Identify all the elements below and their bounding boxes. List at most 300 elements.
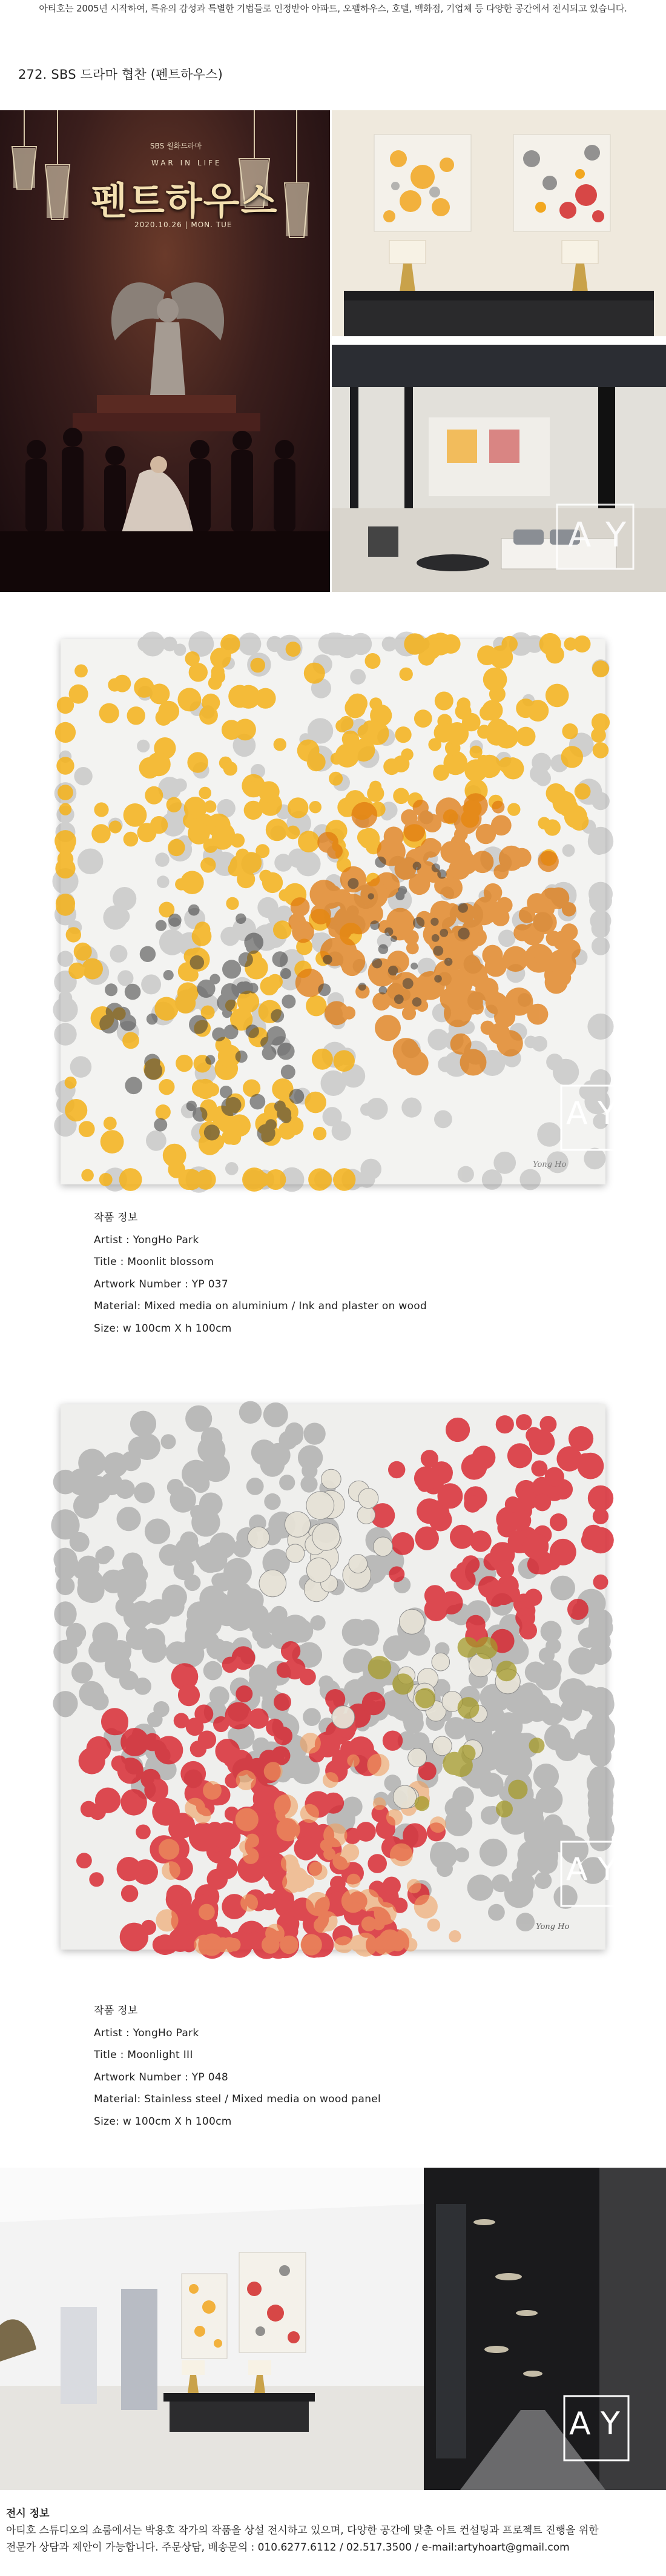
red-dot: [392, 1532, 415, 1555]
logo-letter-y: Y: [601, 2406, 620, 2442]
dark-dot: [323, 955, 332, 964]
orange-dot: [277, 1817, 300, 1841]
amber-dot: [122, 1032, 139, 1049]
grey-dot: [239, 632, 262, 656]
red-dot: [213, 1822, 240, 1850]
dark-dot: [220, 1086, 232, 1098]
dark-dot: [265, 1119, 277, 1130]
dark-dot: [120, 1015, 136, 1031]
dark-dot: [239, 952, 253, 967]
amber-dot: [145, 786, 163, 805]
grey-dot: [71, 1662, 93, 1683]
grey-dot: [346, 1069, 364, 1086]
red-dot: [461, 1454, 487, 1480]
grey-dot: [535, 771, 551, 786]
red-dot: [505, 1496, 521, 1512]
amber-dot: [59, 803, 71, 815]
amber-dot: [177, 688, 201, 711]
orange-dot: [318, 885, 343, 909]
steel-disc: [321, 1469, 341, 1489]
red-dot: [507, 1443, 532, 1468]
poster-title: 펜트하우스: [91, 179, 279, 223]
red-dot: [582, 1525, 605, 1547]
orange-dot: [367, 1754, 389, 1776]
steel-disc: [408, 1748, 427, 1767]
artwork-info: [94, 2000, 381, 2133]
red-dot: [533, 1494, 551, 1512]
red-dot: [190, 1741, 206, 1757]
red-dot: [323, 1793, 344, 1814]
amber-dot: [119, 1168, 142, 1191]
amber-dot: [180, 989, 196, 1004]
grey-dot: [360, 1103, 373, 1116]
grey-dot: [559, 1678, 588, 1707]
intro-text: 아티호는 2005년 시작하여, 특유의 감성과 특별한 기법들로 인정받아 아파트, 오펠하우스, 호텔, 백화점, 기업체 등 다양한 공간에서 전시되고 있습니다.: [39, 3, 627, 14]
grey-dot: [141, 974, 161, 994]
grey-dot: [500, 1745, 527, 1772]
artwork-moonlight-iii: [61, 1404, 617, 1950]
dark-dot: [246, 940, 260, 954]
grey-dot: [124, 1603, 150, 1630]
dark-dot: [440, 929, 448, 937]
amber-dot: [428, 738, 441, 751]
orange-dot: [351, 802, 377, 828]
amber-dot: [68, 963, 85, 979]
grey-dot: [541, 1621, 562, 1642]
dark-dot: [280, 1112, 291, 1123]
amber-dot: [457, 697, 471, 711]
orange-dot: [314, 1917, 329, 1933]
info-material: Material: Stainless steel / Mixed media on wood panel: [94, 2093, 381, 2105]
grey-dot: [53, 1470, 78, 1495]
grey-dot: [173, 1559, 194, 1581]
dark-dot: [434, 975, 442, 983]
grey-dot: [321, 1071, 346, 1096]
hero-images: [0, 110, 666, 592]
amber-dot: [393, 788, 409, 805]
info-size: Size: w 100cm X h 100cm: [94, 1322, 232, 1335]
dark-dot: [280, 968, 291, 979]
grey-dot: [74, 767, 92, 785]
orange-dot: [472, 851, 494, 873]
dark-dot: [106, 1003, 124, 1020]
grey-dot: [588, 1790, 613, 1816]
amber-dot: [156, 1104, 171, 1120]
amber-dot: [127, 706, 145, 725]
red-dot: [79, 1747, 105, 1774]
logo-letter-y: Y: [598, 1095, 617, 1132]
red-dot: [274, 1727, 292, 1745]
amber-dot: [306, 995, 326, 1016]
red-dot: [89, 1872, 104, 1887]
amber-dot: [483, 668, 507, 692]
watermark-logo: [560, 1084, 627, 1151]
orange-dot: [379, 1930, 401, 1952]
red-dot: [76, 1853, 92, 1868]
dark-dot: [236, 981, 248, 994]
red-dot: [496, 1415, 514, 1433]
orange-dot: [494, 1006, 515, 1027]
red-dot: [421, 1450, 438, 1467]
orange-dot: [309, 1862, 323, 1876]
dark-dot: [412, 997, 422, 1007]
orange-dot: [347, 1754, 360, 1767]
red-dot: [593, 1575, 608, 1590]
grey-dot: [239, 1401, 262, 1424]
grey-dot: [73, 1493, 99, 1519]
orange-dot: [375, 1015, 401, 1041]
grey-dot: [516, 1684, 544, 1711]
dark-dot: [348, 878, 358, 889]
grey-dot: [225, 1162, 239, 1175]
amber-dot: [58, 785, 73, 800]
amber-dot: [188, 822, 210, 845]
grey-dot: [534, 1664, 561, 1691]
olive-disc: [443, 1752, 466, 1775]
amber-dot: [501, 636, 518, 652]
olive-disc: [415, 1796, 430, 1811]
amber-dot: [575, 783, 591, 800]
orange-dot: [292, 921, 314, 943]
dark-dot: [318, 983, 331, 996]
poster-date: 2020.10.26 | MON. TUE: [134, 221, 232, 229]
amber-dot: [365, 653, 381, 669]
red-dot: [383, 1731, 403, 1751]
red-dot: [567, 1599, 589, 1620]
orange-dot: [562, 902, 576, 917]
red-dot: [414, 1466, 438, 1490]
grey-dot: [58, 951, 74, 967]
grey-dot: [203, 1632, 219, 1647]
red-dot: [154, 1934, 175, 1955]
amber-dot: [94, 802, 108, 817]
red-dot: [356, 1822, 376, 1842]
artist-signature: Yong Ho: [533, 1160, 567, 1169]
amber-dot: [288, 797, 308, 818]
exhibition-info-line-1: 아티호 스튜디오의 쇼룸에서는 박용호 작가의 작품을 상설 전시하고 있으며, 다양한 공간에 맞춘 아트 컨설팅과 프로젝트 진행을 위한: [6, 2525, 599, 2537]
dark-dot: [204, 1124, 220, 1140]
grey-dot: [544, 1724, 571, 1751]
amber-dot: [168, 839, 185, 856]
amber-dot: [189, 663, 208, 682]
orange-dot: [427, 1919, 441, 1932]
amber-dot: [329, 772, 343, 786]
grey-dot: [279, 1475, 295, 1490]
grey-dot: [54, 1023, 76, 1045]
grey-dot: [434, 1110, 452, 1129]
dark-dot: [189, 1015, 208, 1034]
grey-dot: [155, 852, 170, 867]
amber-dot: [99, 703, 119, 723]
amber-dot: [433, 765, 449, 781]
dark-dot: [246, 1024, 259, 1038]
amber-dot: [298, 831, 320, 852]
grey-dot: [458, 1166, 474, 1183]
info-title: Title : Moonlit blossom: [94, 1256, 214, 1268]
grey-dot: [437, 1861, 453, 1877]
amber-dot: [395, 726, 412, 743]
grey-dot: [53, 1640, 77, 1664]
amber-dot: [56, 757, 74, 774]
red-dot: [120, 1789, 147, 1816]
artwork2-painting: [61, 1404, 605, 1950]
amber-dot: [244, 801, 263, 820]
logo-letter-a: A: [566, 1851, 588, 1888]
orange-dot: [386, 1809, 403, 1825]
orange-dot: [412, 846, 429, 863]
orange-dot: [199, 1904, 215, 1920]
red-dot: [194, 1705, 213, 1724]
grey-dot: [516, 1913, 535, 1931]
grey-dot: [519, 1169, 541, 1190]
amber-dot: [286, 642, 301, 657]
orange-dot: [390, 1844, 413, 1867]
amber-dot: [562, 723, 578, 739]
grey-dot: [95, 1549, 111, 1564]
grey-dot: [587, 1815, 614, 1842]
dark-dot: [458, 903, 468, 913]
dark-dot: [125, 984, 141, 1000]
grey-dot: [145, 1519, 170, 1544]
steel-disc: [285, 1512, 310, 1537]
amber-dot: [304, 663, 325, 684]
red-dot: [281, 1641, 300, 1661]
amber-dot: [343, 739, 360, 755]
red-dot: [389, 1566, 404, 1582]
grey-dot: [56, 1553, 79, 1576]
amber-dot: [104, 1117, 117, 1130]
grey-dot: [164, 1596, 184, 1616]
grey-dot: [182, 1639, 202, 1659]
grey-dot: [56, 1696, 74, 1715]
red-dot: [464, 1495, 481, 1513]
amber-dot: [202, 694, 220, 712]
grey-dot: [263, 1403, 288, 1427]
artwork-info: [94, 1207, 427, 1339]
amber-dot: [516, 727, 536, 746]
grey-dot: [56, 1514, 75, 1533]
steel-disc: [432, 1653, 450, 1671]
logo-letter-a: A: [566, 1095, 588, 1132]
watermark-logo: [556, 503, 635, 570]
dark-dot: [413, 861, 421, 870]
amber-dot: [222, 720, 242, 740]
orange-dot: [159, 1839, 179, 1859]
interior-photo-top: [332, 110, 666, 336]
grey-dot: [109, 1640, 131, 1662]
amber-dot: [82, 958, 103, 980]
amber-dot: [180, 871, 204, 894]
dark-dot: [413, 917, 424, 929]
red-dot: [519, 1622, 537, 1640]
amber-dot: [561, 746, 583, 768]
info-heading: 작품 정보: [94, 1212, 138, 1224]
grey-dot: [407, 1633, 430, 1656]
red-dot: [117, 1857, 141, 1881]
steel-disc: [306, 1492, 334, 1519]
grey-dot: [532, 753, 551, 772]
grey-dot: [401, 1098, 421, 1118]
amber-dot: [400, 668, 413, 681]
artist-signature: Yong Ho: [536, 1922, 570, 1931]
info-size: Size: w 100cm X h 100cm: [94, 2115, 232, 2128]
info-number: Artwork Number : YP 048: [94, 2071, 229, 2083]
dark-dot: [437, 869, 446, 878]
amber-dot: [477, 725, 491, 739]
dark-dot: [156, 920, 166, 931]
grey-dot: [590, 910, 612, 931]
amber-dot: [211, 665, 225, 679]
orange-dot: [507, 949, 526, 968]
info-artist: Artist : YongHo Park: [94, 1233, 199, 1246]
watermark-logo: [560, 1841, 627, 1907]
grey-dot: [66, 1623, 87, 1644]
red-dot: [450, 1525, 474, 1549]
dark-dot: [444, 958, 453, 966]
grey-dot: [142, 1638, 167, 1662]
grey-dot: [197, 1547, 223, 1573]
orange-dot: [414, 1895, 438, 1919]
watermark-logo: [563, 2395, 630, 2461]
amber-dot: [55, 722, 76, 743]
amber-dot: [480, 705, 495, 721]
amber-dot: [154, 997, 178, 1021]
grey-dot: [593, 833, 608, 848]
info-heading: 작품 정보: [94, 2005, 138, 2017]
dark-dot: [289, 1089, 305, 1104]
dark-dot: [433, 946, 443, 956]
orange-dot: [441, 841, 463, 863]
amber-dot: [204, 800, 217, 813]
dark-dot: [125, 1077, 142, 1095]
amber-dot: [367, 785, 384, 802]
orange-dot: [282, 1873, 303, 1893]
dark-dot: [403, 978, 414, 989]
amber-dot: [54, 830, 76, 852]
grey-dot: [264, 1493, 280, 1510]
dark-dot: [281, 1064, 295, 1079]
amber-dot: [206, 1083, 219, 1097]
red-dot: [121, 1885, 138, 1902]
amber-dot: [265, 1169, 286, 1190]
orange-dot: [406, 941, 419, 954]
grey-dot: [427, 1029, 449, 1050]
orange-dot: [291, 897, 310, 917]
grey-dot: [246, 1478, 264, 1495]
red-dot: [478, 1576, 500, 1598]
orange-dot: [485, 955, 507, 977]
amber-dot: [570, 812, 589, 831]
red-dot: [215, 1739, 240, 1764]
orange-dot: [412, 978, 430, 997]
logo-letter-y: Y: [605, 516, 627, 555]
grey-dot: [167, 1479, 184, 1496]
amber-dot: [477, 645, 497, 665]
dark-dot: [432, 934, 440, 942]
orange-dot: [527, 1004, 549, 1025]
amber-dot: [314, 1170, 332, 1189]
amber-dot: [573, 636, 590, 652]
amber-dot: [109, 820, 122, 833]
grey-dot: [134, 1678, 151, 1695]
orange-dot: [561, 923, 578, 940]
amber-dot: [124, 832, 139, 847]
grey-dot: [78, 1449, 106, 1476]
amber-dot: [255, 688, 275, 709]
red-dot: [81, 1801, 97, 1817]
grey-dot: [480, 1773, 504, 1797]
amber-dot: [358, 725, 373, 740]
dark-dot: [394, 994, 404, 1004]
orange-dot: [185, 1798, 205, 1819]
olive-disc: [475, 1637, 498, 1659]
grey-dot: [257, 1632, 274, 1648]
grey-dot: [498, 930, 516, 948]
grey-dot: [161, 1434, 176, 1449]
red-dot: [388, 1461, 405, 1478]
grey-dot: [488, 1904, 505, 1921]
amber-dot: [383, 759, 400, 775]
amber-dot: [279, 889, 291, 901]
dark-dot: [358, 983, 366, 991]
amber-dot: [260, 977, 279, 995]
olive-disc: [529, 1738, 545, 1753]
dark-dot: [248, 983, 258, 994]
orange-dot: [538, 851, 559, 872]
orange-dot: [342, 1844, 360, 1861]
amber-dot: [194, 921, 210, 937]
grey-dot: [140, 632, 165, 657]
dark-dot: [372, 958, 382, 968]
red-dot: [368, 1854, 387, 1873]
red-dot: [236, 1685, 252, 1702]
amber-dot: [441, 634, 461, 654]
amber-dot: [312, 1049, 333, 1070]
grey-dot: [303, 1422, 325, 1444]
amber-dot: [507, 803, 520, 815]
interior-top-illustration: [332, 110, 666, 336]
steel-disc: [433, 1736, 452, 1756]
red-dot: [154, 1736, 183, 1764]
amber-dot: [150, 816, 168, 834]
steel-disc: [393, 1785, 416, 1808]
grey-dot: [590, 1632, 610, 1651]
amber-dot: [187, 752, 208, 772]
dark-dot: [197, 980, 215, 998]
orange-dot: [236, 1770, 256, 1790]
red-dot: [450, 1568, 466, 1583]
amber-dot: [65, 1077, 77, 1089]
grey-dot: [303, 1708, 321, 1726]
amber-dot: [495, 725, 518, 748]
amber-dot: [369, 697, 382, 710]
red-dot: [274, 1693, 291, 1711]
amber-dot: [307, 752, 326, 771]
orange-dot: [427, 840, 441, 854]
dark-dot: [105, 983, 117, 996]
grey-dot: [121, 1451, 141, 1471]
red-dot: [383, 1877, 401, 1895]
grey-dot: [360, 1159, 381, 1180]
orange-dot: [402, 1006, 416, 1020]
grey-dot: [100, 1473, 122, 1495]
amber-dot: [274, 738, 286, 751]
orange-dot: [407, 1879, 421, 1894]
grey-dot: [199, 1493, 223, 1516]
orange-dot: [512, 848, 531, 867]
orange-dot: [393, 1038, 420, 1064]
red-dot: [136, 1825, 151, 1840]
